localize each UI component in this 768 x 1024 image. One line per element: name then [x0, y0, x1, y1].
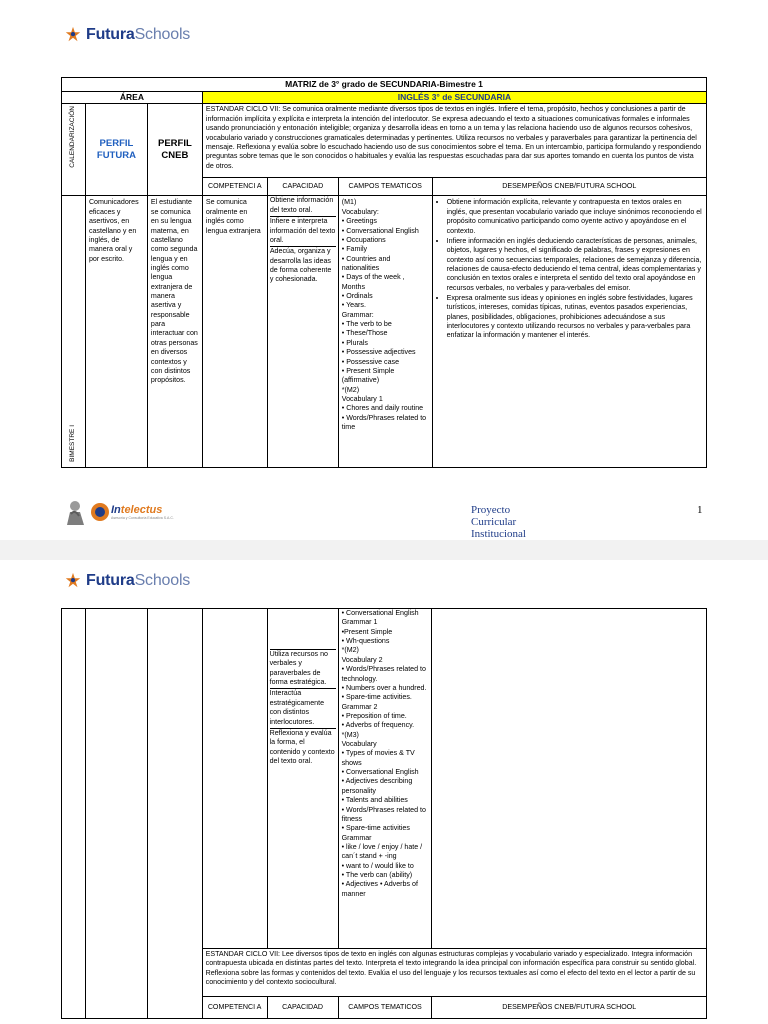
thinker-statue-icon — [62, 498, 88, 526]
estandar-oral: ESTANDAR CICLO VII: Se comunica oralmente mediante diversos tipos de textos en inglés. Infiere el tema, propósito, hechos y conclusiones a partir de información implícita y explícita e interpreta la intención del interlocutor. Se expresa adecuando el texto a situaciones comunicativas formales e informales usando pronunciación y entonación inteligible; organiza y desarrolla ideas en torno a un tema y las relaciona haciendo uso de algunos recursos cohesivos, vocabulario variado y construcciones gramaticales determinadas y pertinentes. Utiliza recursos no verbales y paraverbales para garantizar la pertinencia del mensaje. Reflexiona y evalúa sobre lo escuchado haciendo uso de sus conocimientos sobre el tema. En un intercambio, participa formulando y respondiendo preguntas sobre temas que le son conocidos o habituales y evalúa las respuestas escuchadas para dar sus aportes tomando en cuenta los puntos de vista de otros. — [202, 104, 706, 178]
campo-tematico-line: • Years. — [341, 301, 366, 310]
campo-tematico-line: • Greetings — [341, 217, 377, 226]
campo-tematico-line: • Adverbs of frequency. — [341, 721, 415, 730]
campo-tematico-line: *(M2) — [341, 646, 359, 655]
header-competencia: COMPETENCI A — [202, 997, 267, 1019]
calendarizacion-cell — [62, 104, 86, 196]
campo-tematico-line: Grammar 1 — [341, 618, 378, 627]
campo-tematico-line: •Present Simple — [341, 627, 393, 636]
campo-tematico-line: • Plurals — [341, 338, 368, 347]
campo-tematico-line: fitness — [341, 814, 363, 823]
star-figure-icon — [64, 572, 82, 590]
header-capacidad: CAPACIDAD — [267, 997, 338, 1019]
campo-tematico-line: Grammar 2 — [341, 702, 378, 711]
campo-tematico-line: • Spare-time activities. — [341, 693, 412, 702]
capacidad-item: Interactúa estratégicamente con distintos interlocutores. — [270, 689, 336, 728]
page-separator — [0, 540, 768, 560]
perfil-futura-header: PERFIL FUTURA — [85, 104, 147, 196]
campo-tematico-line: *(M3) — [341, 730, 359, 739]
campo-tematico-line: • Adjectives describing personality — [341, 777, 413, 795]
intelectus-prefix: In — [111, 504, 121, 516]
campo-tematico-line: • Occupations — [341, 235, 386, 244]
logo-brand-bold: Futura — [86, 26, 135, 43]
futura-schools-logo — [64, 572, 190, 590]
campo-tematico-line: • Ordinals — [341, 292, 373, 301]
capacidad-item: Infiere e interpreta información del texto oral. — [270, 217, 336, 247]
campo-tematico-line: Vocabulary: — [341, 207, 379, 216]
campo-tematico-line: • Possessive case — [341, 357, 400, 366]
campo-tematico-line: • Days of the week , Months — [341, 273, 405, 291]
header-desempenos: DESEMPEÑOS CNEB/FUTURA SCHOOL — [432, 997, 707, 1019]
competencia-text: Se comunica oralmente en inglés como lengua extranjera — [202, 196, 267, 468]
logo-brand-light: Schools — [134, 572, 191, 589]
campo-tematico-line: Vocabulary 2 — [341, 655, 383, 664]
campo-tematico-line: Vocabulary 1 — [341, 394, 383, 403]
campo-tematico-line: • Types of movies & TV shows — [341, 749, 415, 767]
header-competencia: COMPETENCI A — [202, 178, 267, 196]
star-figure-icon — [64, 26, 82, 44]
perfil-cneb-header: PERFIL CNEB — [147, 104, 202, 196]
campo-tematico-line: • Talents and abilities — [341, 796, 408, 805]
futura-schools-logo — [64, 26, 190, 44]
header-capacidad: CAPACIDAD — [267, 178, 338, 196]
campo-tematico-line: • Countries and nationalities — [341, 254, 391, 272]
desempeno-item: • Infiere información en inglés deduciendo características de personas, animales, objetos, lugares y hechos, el significado de palabras, frases y expresiones en contexto así como secuencias temporales, relaciones de semejanza y diferencia, relaciones de causa-efecto deduciendo el tema central, ideas complementarias y conclusión en textos orales e interpreta el sentido del texto oral apoyándose en recursos verbales, no verbales y para-verbales del emisor. — [447, 237, 703, 293]
capacidad-item: Utiliza recursos no verbales y paraverbales de forma estratégica. — [270, 650, 336, 689]
intelectus-tagline: Asesoría y Consultoría Educativa S.A.C. — [111, 516, 174, 520]
campo-tematico-line: time — [341, 423, 356, 432]
perfil-futura-text: Comunicadores eficaces y asertivos, en castellano y en inglés, de manera oral y por escrito. — [85, 196, 147, 468]
page-2 — [0, 560, 768, 1024]
intelectus-logo — [62, 498, 174, 526]
page-number: 1 — [697, 504, 703, 516]
campo-tematico-line: • Family — [341, 245, 368, 254]
campo-tematico-line: • Conversational English — [341, 609, 419, 617]
desempenos-list — [432, 196, 706, 468]
logo-brand-bold: Futura — [86, 572, 135, 589]
campo-tematico-line: Vocabulary — [341, 740, 377, 749]
campo-tematico-line: • Possessive adjectives — [341, 348, 416, 357]
footer-project: Proyecto Curricular Institucional — [471, 504, 526, 540]
campo-tematico-line: • Conversational English — [341, 768, 419, 777]
calendarizacion-label: CALENDARIZACIÓN — [69, 106, 77, 169]
campo-tematico-line: Grammar — [341, 833, 372, 842]
capacidad-item: Adecúa, organiza y desarrolla las ideas de forma coherente y cohesionada. — [269, 247, 332, 284]
campo-tematico-line: • Spare-time activities — [341, 824, 410, 833]
campo-tematico-line: • like / love / enjoy / hate / can´t stand + -ing — [341, 842, 423, 861]
campo-tematico-line: (M1) — [341, 198, 357, 207]
matrix-table-page1 — [61, 77, 707, 468]
bimestre-label: BIMESTRE I — [69, 425, 77, 463]
header-campos: CAMPOS TEMATICOS — [338, 997, 432, 1019]
desempeno-item: • Expresa oralmente sus ideas y opiniones en inglés sobre festividades, lugares turísticos, intereses, comidas típicas, rutinas, eventos pasados experiencias, planes, posibilidades, obligaciones, prohibiciones adecuándose a sus interlocutores y contexto utilizando recursos no verbales y para-verbales para enfatizar la información y mantener el interés. — [447, 294, 703, 341]
campo-tematico-line: • These/Those — [341, 329, 388, 338]
capacidad-item: Reflexiona y evalúa la forma, el contenido y contexto del texto oral. — [269, 728, 335, 765]
intelectus-rest: telectus — [120, 504, 163, 516]
estandar-lectura: ESTANDAR CICLO VII: Lee diversos tipos de texto en inglés con algunas estructuras complejas y vocabulario variado y especializado. Integra información contrapuesta ubicada en distintas partes del texto. Interpreta el texto integrando la idea principal con información específica para construir su sentido global. Reflexiona sobre las formas y contenidos del texto. Evalúa el uso del lenguaje y los recursos textuales así como el efecto del texto en el lector a partir de su conocimiento y del contexto sociocultural. — [202, 949, 706, 997]
campo-tematico-line: • Adjectives • Adverbs of manner — [341, 880, 418, 898]
campo-tematico-line: • want to / would like to — [341, 861, 414, 870]
perfil-cneb-cell-empty — [147, 609, 202, 1019]
matrix-title: MATRIZ de 3° grado de SECUNDARIA-Bimestre 1 — [62, 78, 707, 92]
header-desempenos: DESEMPEÑOS CNEB/FUTURA SCHOOL — [432, 178, 706, 196]
intelectus-badge-icon — [90, 502, 110, 522]
campo-tematico-line: Grammar: — [341, 310, 374, 319]
campo-tematico-line: • Numbers over a hundred. — [341, 683, 427, 692]
campo-tematico-line: • Words/Phrases related to — [341, 805, 426, 814]
bimestre-cell — [62, 196, 86, 468]
desempeno-item: • Obtiene información explícita, relevante y contrapuesta en textos orales en inglés, que presentan vocabulario variado que incluye sinónimos reconociendo el propósito comunicativo participando como oyente activo y apoyándose en el contexto. — [447, 198, 703, 235]
campos-tematicos-list — [338, 196, 432, 468]
campo-tematico-line: • Conversational English — [341, 226, 419, 235]
perfil-futura-cell-empty — [85, 609, 147, 1019]
matrix-table-page2 — [61, 608, 707, 1019]
calendar-cell-empty — [62, 609, 86, 1019]
campo-tematico-line: • Chores and daily routine — [341, 404, 424, 413]
capacidad-list — [267, 196, 338, 468]
desempenos-cell-empty — [432, 609, 707, 949]
campo-tematico-line: *(M2) — [341, 385, 360, 394]
logo-brand-light: Schools — [134, 26, 191, 43]
campo-tematico-line: • Present Simple (affirmative) — [341, 366, 395, 385]
competencia-cell-empty — [202, 609, 267, 949]
campo-tematico-line: • Words/Phrases related to technology. — [341, 665, 426, 683]
capacidad-list — [267, 609, 338, 949]
campo-tematico-line: • Words/Phrases related to — [341, 413, 427, 422]
campo-tematico-line: • The verb can (ability) — [341, 871, 413, 880]
campo-tematico-line: • Wh-questions — [341, 637, 390, 646]
perfil-cneb-text: El estudiante se comunica en su lengua materna, en castellano como segunda lengua y en inglés como lengua extranjera de manera asertiva y responsable para interactuar con otras personas en diversos contextos y con distintos propósitos. — [147, 196, 202, 468]
header-campos: CAMPOS TEMATICOS — [338, 178, 432, 196]
campo-tematico-line: • Preposition of time. — [341, 711, 407, 720]
campos-tematicos-list — [338, 609, 432, 949]
area-label: ÁREA — [62, 92, 203, 104]
campo-tematico-line: • The verb to be — [341, 320, 392, 329]
area-value: INGLÉS 3° de SECUNDARIA — [202, 92, 706, 104]
capacidad-item: Obtiene información del texto oral. — [270, 196, 336, 217]
